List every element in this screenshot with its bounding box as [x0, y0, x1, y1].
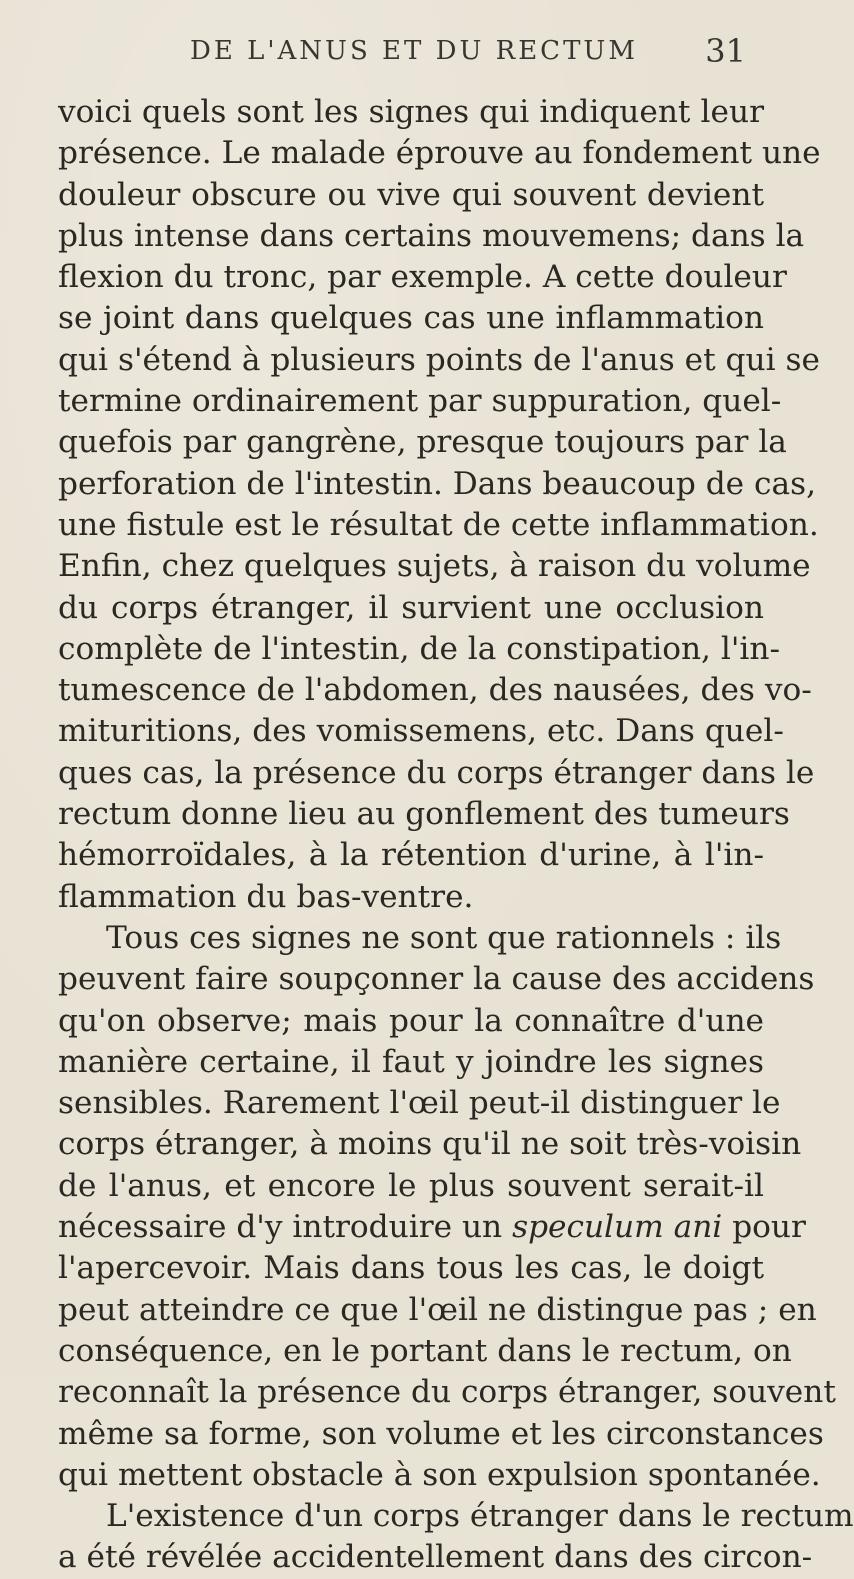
- running-head: [58, 30, 764, 92]
- text-line: qu'on observe; mais pour la connaître d'une: [58, 1002, 764, 1039]
- text-line: termine ordinairement par suppuration, quel-: [58, 383, 782, 420]
- text-line: Enfin, chez quelques sujets, à raison du volume: [58, 548, 811, 585]
- text-line: voici quels sont les signes qui indiquent leur: [58, 94, 764, 130]
- text-line: hémorroïdales, à la rétention d'urine, à l'in-: [58, 837, 764, 874]
- text-line: l'apercevoir. Mais dans tous les cas, le doigt: [58, 1250, 764, 1287]
- text-line: tumescence de l'abdomen, des nausées, des vo-: [58, 672, 812, 709]
- page-number: 31: [705, 32, 746, 70]
- text-line: qui s'étend à plusieurs points de l'anus et qui se: [58, 341, 820, 378]
- text-line: corps étranger, à moins qu'il ne soit très-voisin: [58, 1126, 802, 1163]
- running-title: DE L'ANUS ET DU RECTUM: [190, 36, 638, 66]
- text-line: flammation du bas-ventre.: [58, 878, 474, 915]
- body-text: [58, 92, 854, 1579]
- text-line: perforation de l'intestin. Dans beaucoup de cas,: [58, 465, 817, 502]
- text-line: présence. Le malade éprouve au fondement une: [58, 135, 821, 172]
- text-line: du corps étranger, il survient une occlusion: [58, 589, 764, 626]
- text-line: rectum donne lieu au gonflement des tumeurs: [58, 796, 790, 833]
- text-line: se joint dans quelques cas une inflammation: [58, 300, 764, 337]
- text-line: même sa forme, son volume et les circonstances: [58, 1415, 824, 1452]
- text-line: flexion du tronc, par exemple. A cette douleur: [58, 259, 787, 296]
- paragraph-3: [58, 1496, 854, 1579]
- text-line: peut atteindre ce que l'œil ne distingue pas ; en: [58, 1291, 817, 1328]
- text-line: douleur obscure ou vive qui souvent devient: [58, 176, 764, 213]
- text-line: Tous ces signes ne sont que rationnels : ils: [106, 919, 782, 956]
- text-fragment: nécessaire d'y introduire un: [58, 1209, 503, 1246]
- text-line: mituritions, des vomissemens, etc. Dans quel-: [58, 713, 784, 750]
- text-line: manière certaine, il faut y joindre les signes: [58, 1043, 764, 1080]
- paragraph-1: [58, 92, 821, 918]
- text-line-with-italic: [58, 1207, 806, 1248]
- text-line: a été révélée accidentellement dans des circon-: [58, 1539, 813, 1576]
- text-line: sensibles. Rarement l'œil peut-il distinguer le: [58, 1085, 781, 1122]
- text-line: ques cas, la présence du corps étranger dans le: [58, 754, 815, 791]
- text-line: une fistule est le résultat de cette inflammation.: [58, 506, 819, 543]
- text-line: complète de l'intestin, de la constipation, l'in-: [58, 630, 781, 667]
- text-line: reconnaît la présence du corps étranger, souvent: [58, 1374, 836, 1411]
- text-line: conséquence, en le portant dans le rectum, on: [58, 1332, 792, 1369]
- text-line: quefois par gangrène, presque toujours par la: [58, 424, 787, 461]
- text-fragment: pour: [732, 1209, 806, 1246]
- text-line: de l'anus, et encore le plus souvent serait-il: [58, 1167, 764, 1204]
- paragraph-2: [58, 918, 836, 1496]
- text-line: L'existence d'un corps étranger dans le rectum: [106, 1498, 854, 1535]
- text-line: plus intense dans certains mouvemens; dans la: [58, 217, 805, 254]
- italic-term: speculum ani: [512, 1209, 723, 1246]
- text-line: peuvent faire soupçonner la cause des accidens: [58, 961, 815, 998]
- text-line: qui mettent obstacle à son expulsion spontanée.: [58, 1456, 821, 1493]
